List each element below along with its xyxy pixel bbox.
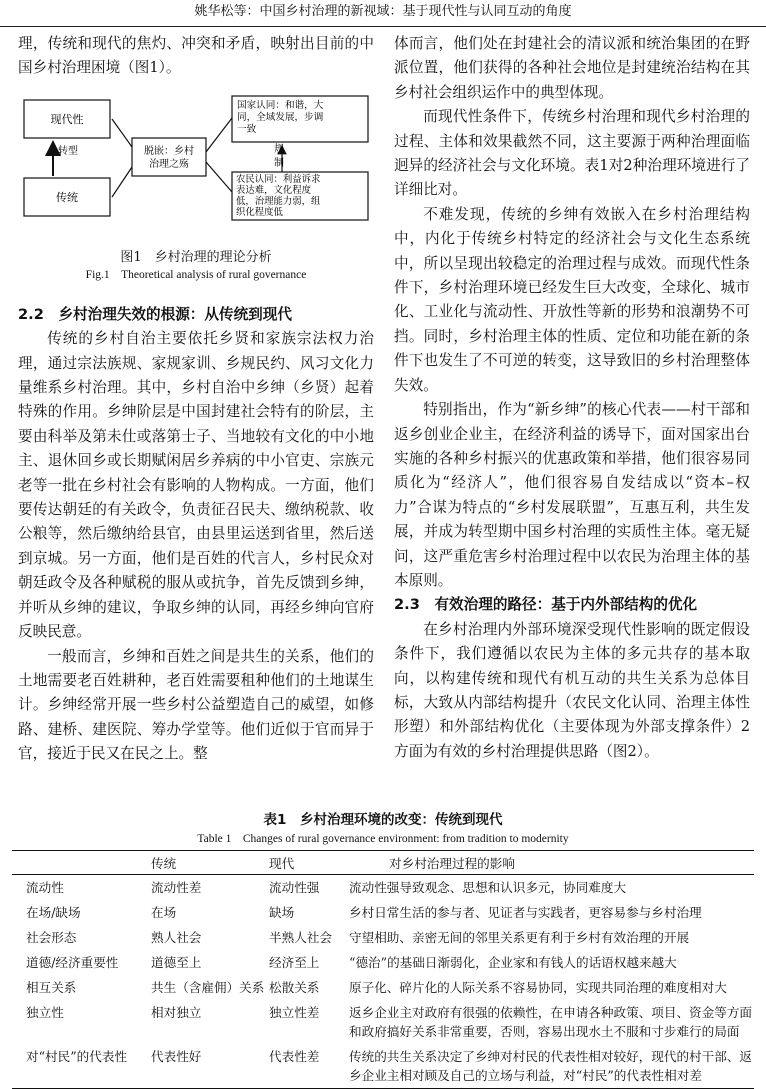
table-cell: 在场/缺场 [26,905,81,920]
label-mechanism: 规制 [274,144,284,169]
right-column [394,32,750,764]
section-title: 2.3 有效治理的路径：基于内外部结构的优化 [394,596,698,614]
table-cell: 守望相助、亲密无间的邻里关系更有利于乡村有效治理的开展 [349,930,690,945]
label-transform: 转型 [58,146,78,157]
table-caption-cn: 表1 乡村治理环境的改变：传统到现代 [263,812,503,828]
table-cell: 松散关系 [269,980,320,995]
box-center: 脱嵌：乡村治理之殇 [144,146,194,170]
table-cell: 流动性 [26,880,64,895]
paragraph: 体而言，他们处在封建社会的清议派和统治集团的在野派位置，他们获得的各种社会地位是封建统治结构在其乡村社会组织运作中的典型体现。 [394,35,750,101]
table-cell: 相对独立 [151,1005,202,1020]
paragraph: 理，传统和现代的焦灼、冲突和矛盾，映射出目前的中国乡村治理困境（图1）。 [18,35,374,77]
paragraph: 而现代性条件下，传统乡村治理和现代乡村治理的过程、主体和效果截然不同，这主要源于两种治理面临迥异的经济社会与文化环境。表1对2种治理环境进行了详细比对。 [394,108,750,199]
paragraph: 特别指出，作为“新乡绅”的核心代表——村干部和返乡创业企业主，在经济利益的诱导下，面对国家出台实施的各种乡村振兴的优惠政策和举措，他们很容易同质化为“经济人”，他们很容易自发结成以“资本–权力”合谋为特点的“乡村发展联盟”，互惠互利，共生发展，并成为转型期中国乡村治理的实质性主体。毫无疑问，这严重危害乡村治理过程中以农民为治理主体的基本原则。 [394,401,750,589]
table-cell: 流动性差 [151,880,202,895]
paragraph: 不难发现，传统的乡绅有效嵌入在乡村治理结构中，内化于传统乡村特定的经济社会与文化生态系统中，所以呈现出较稳定的治理过程与成效。而现代性条件下，乡村治理环境已经发生巨大改变，全球化、城市化、工业化与流动性、开放性等新的形势和浪潮势不可挡。同时，乡村治理主体的性质、定位和功能在新的条件下也发生了不可逆的转变，这导致旧的乡村治理整体失效。 [394,205,750,394]
table-cell: 代表性差 [269,1044,349,1089]
table-header-row [12,851,754,875]
table-cell: 乡村日常生活的参与者、见证者与实践者，更容易参与乡村治理 [349,905,702,920]
table-cell: 流动性强导致观念、思想和认识多元，协同难度大 [349,880,627,895]
table-row [12,950,754,975]
table-row [12,1044,754,1089]
table-cell: 半熟人社会 [269,930,332,945]
table-cell: 社会形态 [26,930,77,945]
table-cell: 熟人社会 [151,930,202,945]
table-header-cell: 对乡村治理过程的影响 [349,851,754,875]
box-modernity: 现代性 [50,113,84,126]
table-caption-en: Table 1 Changes of rural governance environment: from tradition to modernity [197,833,569,845]
box-tradition: 传统 [56,191,78,204]
figure-caption-en: Fig.1 Theoretical analysis of rural governance [85,268,307,281]
table-cell: 经济至上 [269,955,320,970]
table-cell: 独立性 [26,1005,64,1020]
paragraph: 一般而言，乡绅和百姓之间是共生的关系，他们的土地需要老百姓耕种，老百姓需要租种他们的土地谋生计。乡绅经常开展一些乡村公益塑造自己的威望，如修路、建桥、建医院、筹办学堂等。他们近似于官而异于官，接近于民又在民之上。整 [18,647,374,763]
table-row [12,925,754,950]
table-header-cell: 传统 [151,851,269,875]
table-cell: 传统的共生关系决定了乡绅对村民的代表性相对较好，现代的村干部、返乡企业主相对顾及自己的立场与利益，对“村民”的代表性相对差 [349,1044,754,1089]
table-cell: 原子化、碎片化的人际关系不容易协同，实现共同治理的难度相对大 [349,980,727,995]
table-row [12,900,754,925]
section-title: 2.2 乡村治理失效的根源：从传统到现代 [18,305,292,323]
figure-1-diagram [20,92,376,222]
table-header-cell: 现代 [269,851,349,875]
table-row [12,875,754,901]
box-farmer-identity: 农民认同：利益诉求表达难，文化程度低，治理能力弱，组织化程度低 [236,174,321,218]
table-row [12,975,754,1000]
table-1 [12,850,754,1089]
table-cell: “德治”的基础日渐弱化，企业家和有钱人的话语权越来越大 [349,955,677,970]
table-cell: 流动性强 [269,880,320,895]
running-header: 姚华松等：中国乡村治理的新视域：基于现代性与认同互动的角度 [0,0,766,27]
box-national-identity: 国家认同：和谐，大同，全域发展，步调一致 [237,100,324,135]
figure-caption-cn: 图1 乡村治理的理论分析 [120,249,272,265]
table-cell: 独立性差 [269,1005,320,1020]
table-cell: 相互关系 [26,980,77,995]
table-cell: 对“村民”的代表性 [12,1044,151,1089]
table-cell: 代表性好 [151,1044,269,1089]
table-cell: 道德至上 [151,955,202,970]
table-cell: 共生（含雇佣）关系 [151,980,265,995]
table-cell: 在场 [151,905,177,920]
table-row [12,1000,754,1044]
paragraph: 传统的乡村自治主要依托乡贤和家族宗法权力治理，通过宗法族规、家规家训、乡规民约、风习文化力量维系乡村治理。其中，乡村自治中乡绅（乡贤）起着特殊的作用。乡绅阶层是中国封建社会特有的阶层，主要由科举及第未仕或落第士子、当地较有文化的中小地主、退休回乡或长期赋闲居乡养病的中小官吏、宗族元老等一批在乡村社会有影响的人物构成。一方面，他们要传达朝廷的有关政令，负责征召民夫、缴纳税款、收公粮等，然后缴纳给县官，由县里运送到省里，然后送到京城。另一方面，他们是百姓的代言人，乡村民众对朝廷政令及各种赋税的服从或抗争，首先反馈到乡绅，并听从乡绅的建议，争取乡绅的认同，再经乡绅向官府反映民意。 [18,330,374,641]
table-cell: 返乡企业主对政府有很强的依赖性，在申请各种政策、项目、资金等方面和政府搞好关系非常重要，否则，容易出现水土不服和寸步难行的局面 [349,1005,752,1039]
table-cell: 缺场 [269,905,295,920]
table-header-cell [12,851,151,875]
table-cell: 道德/经济重要性 [26,955,119,970]
paragraph: 在乡村治理内外部环境深受现代性影响的既定假设条件下，我们遵循以农民为主体的多元共存的基本取向，以构建传统和现代有机互动的共生关系为总体目标，大致从内部结构提升（农民文化认同、治理主体性形塑）和外部结构优化（主要体现为外部支撑条件）2方面为有效的乡村治理提供思路（图2）。 [394,620,750,760]
